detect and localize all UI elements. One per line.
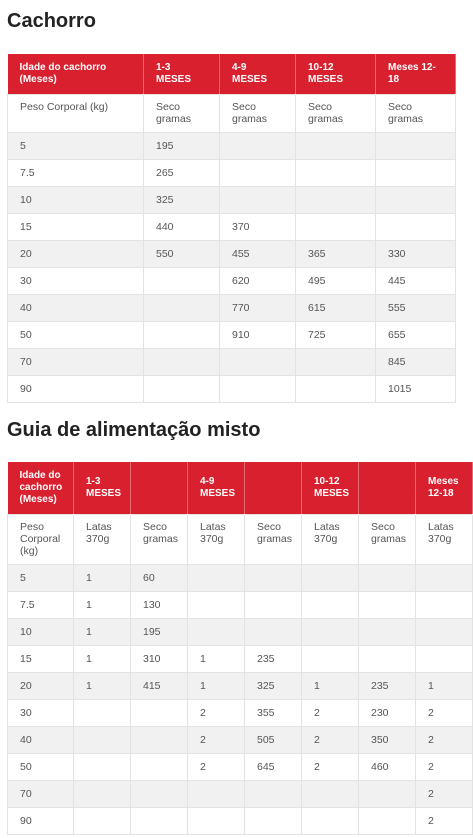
table-cell: 1 [188,672,245,699]
table-cell: 5 [8,132,144,159]
subheader-cell: Peso Corporal (kg) [8,94,144,132]
table-cell: 1 [188,645,245,672]
table-cell [245,591,302,618]
table-cell [220,132,296,159]
table-cell: 40 [8,294,144,321]
table-cell: 550 [144,240,220,267]
table-cell [376,213,456,240]
table-cell [296,186,376,213]
table-cell [359,807,416,834]
table-cell [245,618,302,645]
table-row [8,159,456,186]
table-cell: 445 [376,267,456,294]
table-row [8,699,473,726]
subheader-cell: Latas 370g [302,514,359,564]
table-cell: 495 [296,267,376,294]
table-cell [302,780,359,807]
table-row [8,375,456,402]
table-cell: 2 [416,780,473,807]
table-cell [376,186,456,213]
table-cell [131,726,188,753]
table-cell: 1 [302,672,359,699]
header-cell: 10-12 MESES [302,462,359,514]
table-cell: 845 [376,348,456,375]
table-row [8,294,456,321]
header-cell: Meses 12-18 [376,54,456,94]
header-cell: Idade do cachorro (Meses) [8,462,74,514]
subheader-cell: Seco gramas [220,94,296,132]
table-row [8,564,473,591]
table-cell: 2 [302,726,359,753]
table-cell [296,348,376,375]
table-cell [188,780,245,807]
subheader-cell: Seco gramas [359,514,416,564]
table-cell [74,699,131,726]
table-cell [131,699,188,726]
subheader-cell: Seco gramas [245,514,302,564]
subheader-cell: Seco gramas [144,94,220,132]
table-row [8,213,456,240]
header-cell: Idade do cachorro (Meses) [8,54,144,94]
table-cell [296,159,376,186]
table-cell: 2 [416,753,473,780]
table-cell: 15 [8,645,74,672]
table-cell: 235 [245,645,302,672]
table-cell [188,564,245,591]
table-cell: 230 [359,699,416,726]
table-cell: 2 [416,699,473,726]
table-cell: 910 [220,321,296,348]
table-row [8,132,456,159]
table-row [8,591,473,618]
table-cell: 1 [74,618,131,645]
table-cell [131,807,188,834]
table-cell [74,780,131,807]
mixed-table-wrapper[interactable] [7,462,459,835]
puppy-feeding-table [7,54,456,403]
table-cell [359,591,416,618]
subheader-cell: Seco gramas [296,94,376,132]
table-cell [245,780,302,807]
table-cell: 20 [8,672,74,699]
table-cell: 1 [416,672,473,699]
table-cell [416,564,473,591]
table-cell: 1 [74,672,131,699]
table-row [8,807,473,834]
header-cell: 1-3 MESES [144,54,220,94]
table-cell: 15 [8,213,144,240]
table-cell: 1 [74,591,131,618]
table-cell: 90 [8,807,74,834]
table-cell [188,807,245,834]
table-cell [376,132,456,159]
table-cell [359,780,416,807]
header-cell: Meses 12-18 [416,462,473,514]
table-cell: 10 [8,618,74,645]
table-cell: 460 [359,753,416,780]
subheader-cell: Seco gramas [376,94,456,132]
table-cell: 7.5 [8,159,144,186]
table-cell: 505 [245,726,302,753]
header-cell [131,462,188,514]
table-cell [245,564,302,591]
mixed-title: Guia de alimentação misto [7,419,261,441]
table-row [8,726,473,753]
table-cell [188,618,245,645]
table-cell: 195 [131,618,188,645]
table-cell [359,645,416,672]
table-cell: 325 [245,672,302,699]
table-cell: 7.5 [8,591,74,618]
subheader-cell: Seco gramas [131,514,188,564]
table-cell [144,321,220,348]
table-cell: 1015 [376,375,456,402]
table-cell [302,591,359,618]
table-row [8,753,473,780]
table-cell: 195 [144,132,220,159]
table-row [8,672,473,699]
table-cell [220,186,296,213]
table-row [8,267,456,294]
table-cell: 370 [220,213,296,240]
table-cell: 2 [416,726,473,753]
table-cell [144,348,220,375]
table-cell: 10 [8,186,144,213]
subheader-cell: Peso Corporal (kg) [8,514,74,564]
table-cell: 555 [376,294,456,321]
table-cell [74,753,131,780]
header-cell: 4-9 MESES [220,54,296,94]
subheader-cell: Latas 370g [416,514,473,564]
table-cell [220,159,296,186]
table-cell: 1 [74,645,131,672]
table-cell: 330 [376,240,456,267]
table-cell: 2 [188,699,245,726]
table-cell [359,564,416,591]
table-cell: 440 [144,213,220,240]
table-cell [302,618,359,645]
table-cell [416,645,473,672]
header-cell: 1-3 MESES [74,462,131,514]
table-cell: 70 [8,348,144,375]
table-cell: 2 [188,726,245,753]
table-cell: 30 [8,267,144,294]
table-cell: 265 [144,159,220,186]
table-cell: 725 [296,321,376,348]
table-cell [416,591,473,618]
puppy-table-wrapper [7,54,454,403]
table-cell [416,618,473,645]
table-cell [144,294,220,321]
table-cell [144,267,220,294]
table-row [8,240,456,267]
table-cell: 90 [8,375,144,402]
table-cell: 645 [245,753,302,780]
table-row [8,186,456,213]
table-cell [359,618,416,645]
table-row [8,348,456,375]
header-cell: 10-12 MESES [296,54,376,94]
header-cell [245,462,302,514]
table-cell: 415 [131,672,188,699]
table-cell: 2 [302,699,359,726]
subheader-cell: Latas 370g [188,514,245,564]
table-cell: 40 [8,726,74,753]
table-cell [245,807,302,834]
table-row [8,618,473,645]
table-cell [296,375,376,402]
table-cell [131,780,188,807]
table-cell: 2 [188,753,245,780]
header-cell [359,462,416,514]
table-cell [220,348,296,375]
mixed-feeding-table [7,462,473,835]
table-cell: 310 [131,645,188,672]
table-cell: 20 [8,240,144,267]
table-cell: 235 [359,672,416,699]
table-cell: 2 [302,753,359,780]
header-cell: 4-9 MESES [188,462,245,514]
table-cell: 1 [74,564,131,591]
table-cell: 325 [144,186,220,213]
table-cell: 615 [296,294,376,321]
table-cell: 50 [8,753,74,780]
table-cell: 365 [296,240,376,267]
table-cell: 5 [8,564,74,591]
table-cell [376,159,456,186]
table-cell: 130 [131,591,188,618]
table-cell [144,375,220,402]
table-cell: 50 [8,321,144,348]
subheader-cell: Latas 370g [74,514,131,564]
table-cell: 770 [220,294,296,321]
table-cell: 60 [131,564,188,591]
table-cell: 455 [220,240,296,267]
table-row [8,321,456,348]
table-cell [302,564,359,591]
table-cell [131,753,188,780]
table-cell [220,375,296,402]
table-cell: 620 [220,267,296,294]
table-cell: 70 [8,780,74,807]
table-cell [296,132,376,159]
table-cell: 655 [376,321,456,348]
table-row [8,780,473,807]
table-cell [74,807,131,834]
table-row [8,645,473,672]
table-cell [296,213,376,240]
table-cell: 355 [245,699,302,726]
table-cell: 350 [359,726,416,753]
table-cell: 2 [416,807,473,834]
puppy-title: Cachorro [7,10,96,32]
table-cell [302,807,359,834]
table-cell [74,726,131,753]
table-cell [188,591,245,618]
table-cell: 30 [8,699,74,726]
table-cell [302,645,359,672]
